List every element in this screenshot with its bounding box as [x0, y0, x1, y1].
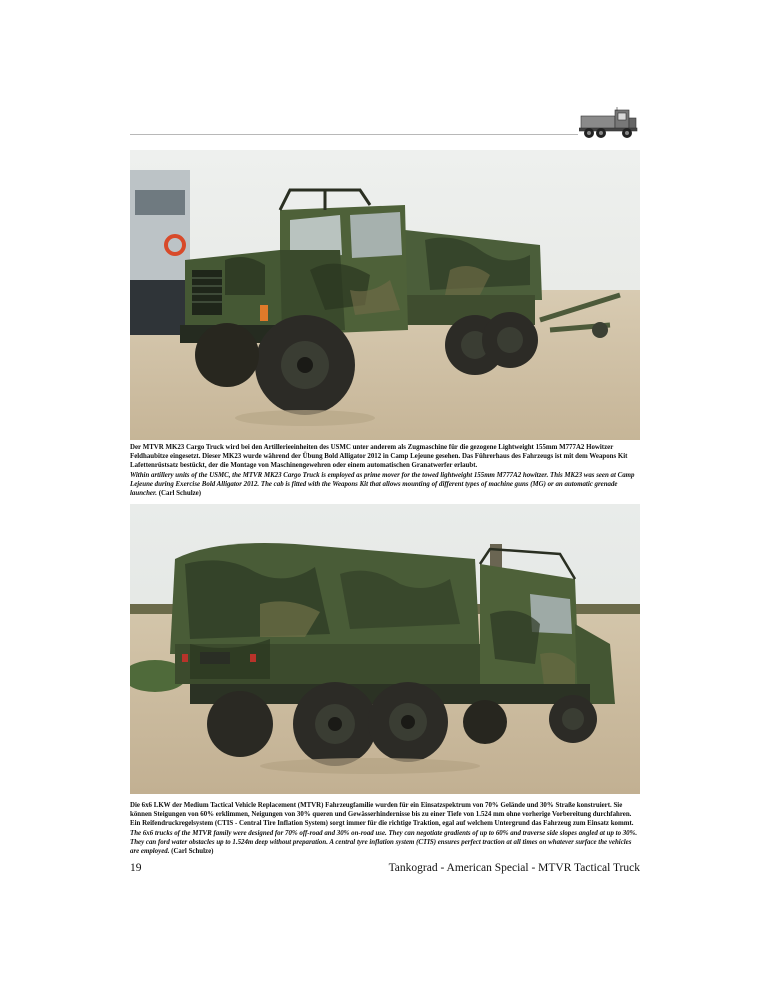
caption-german-text: Der MTVR MK23 Cargo Truck wird bei den Artillerieeinheiten des USMC unter anderem als Zugmaschine für die gezogene Lightweight 155mm M777A2 Howitzer Feldhaubitze eingesetzt. Dieser MK23 wurde während der Übung Bold Alligator 2012 in Camp Lejeune gesehen. Das Führerhaus des Fahrzeugs ist mit dem Weapons Kit Lafettenrüstsatz bestückt, der die Montage von Maschinengewehren oder einem automatischen Granatwerfer erlaubt.	[130, 444, 628, 470]
photo-caption-2	[130, 801, 642, 856]
photo-credit: (Carl Schulze)	[158, 490, 202, 498]
photo-mtvr-truck-rear	[130, 504, 640, 794]
photo-credit: (Carl Schulze)	[171, 848, 214, 856]
running-footer-title: Tankograd - American Special - MTVR Tactical Truck	[388, 862, 640, 874]
photo-mk23-cargo-truck-front	[130, 150, 640, 440]
page-number: 19	[130, 862, 142, 874]
caption-english-text: Within artillery units of the USMC, the MTVR MK23 Cargo Truck is employed as prime mover for the towed lightweight 155mm M777A2 howitzer. This MK23 was seen at Camp Lejeune during Exercise Bold Alligator 2012. The cab is fitted with the Weapons Kit that allows mounting of different types of machine guns (MG) or an automatic grenade launcher.	[130, 471, 635, 498]
photo-caption-1	[130, 443, 642, 498]
header-rule	[130, 134, 578, 135]
caption-german-text: Die 6x6 LKW der Medium Tactical Vehicle Replacement (MTVR) Fahrzeugfamilie wurden für ein Einsatzspektrum von 70% Gelände und 30% Straße konstruiert. Sie können Steigungen von 60% erklimmen, Neigungen von 30% queren und Gewässerhindernisse bis zu einer Tiefe von 1.524 mm ohne vorherige Vorbereitung durchfahren. Ein Reifendruckregelsystem (CTIS - Central Tire Inflation System) sorgt immer für die richtige Traktion, egal auf welchem Untergrund das Fahrzeug zum Einsatz kommt.	[130, 802, 634, 828]
truck-silhouette-icon	[579, 104, 639, 140]
caption-english-text: The 6x6 trucks of the MTVR family were designed for 70% off-road and 30% on-road use. They can negotiate gradients of up to 60% and traverse side slopes angled at up to 30%. They can ford water obstacles up to 1.524m deep without preparation. A central tyre inflation system (CTIS) ensures perfect traction at all times on whatever surface the vehicles are employed.	[130, 829, 638, 856]
